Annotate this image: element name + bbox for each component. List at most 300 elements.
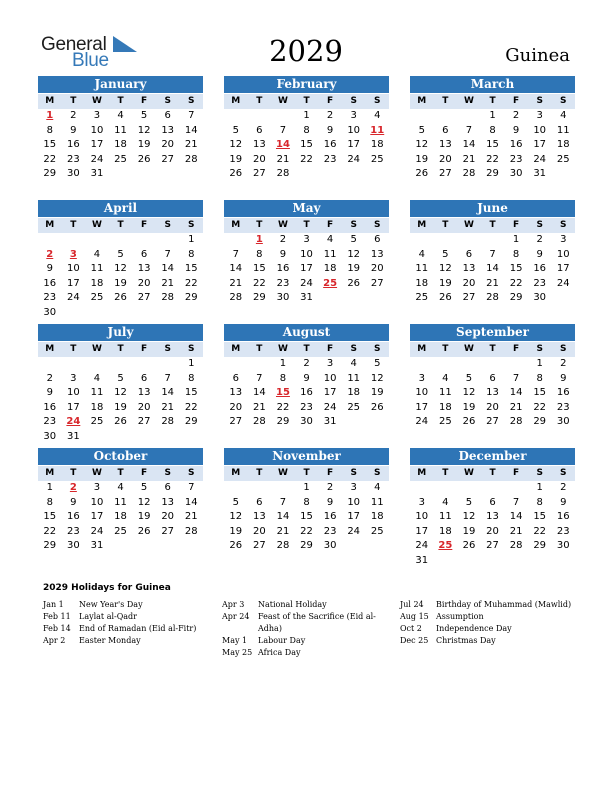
weekday-label: W	[91, 344, 102, 354]
day-cell: 10	[300, 248, 313, 260]
weekday-label: T	[256, 468, 263, 478]
day-cell: 30	[67, 168, 80, 180]
week-row	[224, 124, 389, 139]
holiday-day-cell: 11	[370, 124, 385, 136]
day-cell: 6	[232, 372, 239, 384]
day-cell: 16	[533, 263, 547, 275]
weekday-label: T	[303, 220, 310, 230]
day-cell: 22	[253, 277, 266, 289]
day-cell: 11	[114, 496, 127, 508]
empty-day-cell	[365, 167, 389, 182]
week-row	[224, 539, 389, 554]
day-cell: 23	[533, 277, 547, 289]
weekday-label: F	[327, 96, 334, 106]
holiday-day-cell: 2	[69, 482, 77, 493]
empty-day-cell	[248, 109, 272, 124]
week-row	[410, 167, 575, 182]
empty-day-cell	[318, 167, 342, 182]
day-cell: 8	[303, 124, 310, 136]
empty-day-cell	[109, 233, 133, 248]
empty-day-cell	[224, 357, 248, 372]
day-cell: 21	[229, 277, 243, 289]
day-cell: 3	[326, 358, 334, 369]
day-cell: 12	[114, 387, 127, 399]
weekday-label: T	[70, 344, 77, 354]
day-cell: 26	[229, 168, 243, 180]
weekday-label: T	[256, 96, 263, 106]
day-cell: 31	[67, 430, 80, 442]
day-cell: 14	[161, 263, 175, 275]
holiday-item	[222, 611, 397, 635]
empty-day-cell	[410, 233, 434, 248]
day-cell: 15	[533, 387, 547, 399]
day-cell: 19	[347, 263, 361, 275]
weekday-header	[410, 218, 575, 233]
day-cell: 23	[43, 416, 57, 428]
weekday-label: S	[350, 468, 357, 478]
day-cell: 26	[462, 540, 476, 552]
day-cell: 16	[509, 139, 523, 151]
day-cell: 12	[229, 139, 243, 151]
day-cell: 11	[556, 124, 570, 136]
day-cell: 14	[184, 124, 198, 136]
day-cell: 9	[303, 372, 310, 384]
day-cell: 2	[303, 358, 310, 369]
week-row	[224, 262, 389, 277]
week-row	[38, 109, 203, 124]
day-cell: 28	[509, 540, 523, 552]
week-row	[224, 233, 389, 248]
logo-text-blue: Blue	[72, 50, 109, 71]
day-cell: 29	[509, 292, 523, 304]
weekday-label: T	[489, 220, 496, 230]
country-name: Guinea	[505, 45, 570, 66]
day-cell: 3	[350, 482, 357, 493]
holiday-name: Laylat al-Qadr	[79, 612, 137, 621]
day-cell: 2	[560, 358, 567, 369]
empty-day-cell	[156, 357, 180, 372]
day-cell: 16	[556, 511, 570, 523]
day-cell: 22	[486, 153, 499, 165]
day-cell: 27	[137, 416, 151, 428]
day-cell: 10	[90, 124, 104, 136]
holiday-date: Aug 15	[400, 612, 429, 621]
empty-day-cell	[342, 291, 366, 306]
weekday-label: M	[417, 220, 427, 230]
week-row	[38, 496, 203, 511]
week-row	[224, 372, 389, 387]
empty-day-cell	[109, 539, 133, 554]
week-row	[38, 233, 203, 248]
day-cell: 13	[370, 248, 384, 260]
day-cell: 7	[232, 248, 239, 260]
weekday-label: T	[442, 220, 449, 230]
weekday-label: S	[374, 344, 381, 354]
day-cell: 30	[276, 292, 290, 304]
weekday-label: T	[70, 220, 77, 230]
day-cell: 27	[137, 292, 151, 304]
weekday-label: S	[536, 468, 543, 478]
day-cell: 7	[279, 124, 287, 136]
weekday-label: S	[560, 220, 567, 230]
day-cell: 19	[114, 277, 127, 289]
day-cell: 8	[303, 496, 310, 508]
empty-day-cell	[481, 233, 505, 248]
week-row	[410, 233, 575, 248]
day-cell: 25	[90, 416, 104, 428]
day-cell: 6	[256, 496, 263, 508]
day-cell: 8	[256, 248, 263, 260]
holiday-item	[222, 635, 397, 647]
day-cell: 14	[462, 139, 476, 151]
day-cell: 9	[512, 124, 520, 136]
week-row	[38, 262, 203, 277]
day-cell: 3	[560, 234, 567, 245]
day-cell: 8	[536, 372, 543, 384]
day-cell: 28	[276, 540, 290, 552]
day-cell: 11	[347, 372, 361, 384]
holiday-day-cell: 15	[275, 387, 290, 399]
empty-day-cell	[504, 554, 528, 569]
day-cell: 23	[323, 525, 337, 537]
weekday-label: S	[536, 344, 543, 354]
day-cell: 1	[536, 482, 543, 493]
day-cell: 28	[161, 416, 175, 428]
day-cell: 24	[347, 153, 361, 165]
holiday-name: National Holiday	[258, 600, 327, 609]
empty-day-cell	[551, 167, 575, 182]
day-cell: 7	[465, 124, 473, 136]
holiday-date: Feb 14	[43, 624, 71, 633]
day-cell: 7	[164, 372, 171, 384]
holiday-date: Jan 1	[43, 600, 64, 609]
day-cell: 8	[46, 124, 53, 136]
holiday-date: Dec 25	[400, 636, 429, 645]
empty-day-cell	[271, 109, 295, 124]
weekday-label: T	[489, 344, 496, 354]
day-cell: 12	[137, 496, 151, 508]
week-row	[224, 153, 389, 168]
week-row	[38, 386, 203, 401]
day-cell: 4	[374, 110, 381, 121]
empty-day-cell	[156, 306, 180, 321]
day-cell: 18	[114, 511, 127, 523]
day-cell: 21	[161, 401, 175, 413]
empty-day-cell	[318, 291, 342, 306]
week-row	[410, 539, 575, 554]
day-cell: 20	[439, 153, 452, 165]
empty-day-cell	[109, 430, 133, 445]
day-cell: 20	[370, 263, 384, 275]
day-cell: 11	[370, 496, 384, 508]
day-cell: 15	[43, 139, 57, 151]
day-cell: 18	[556, 139, 570, 151]
day-cell: 13	[462, 263, 476, 275]
empty-day-cell	[224, 109, 248, 124]
day-cell: 22	[533, 401, 547, 413]
day-cell: 12	[439, 263, 452, 275]
day-cell: 27	[161, 153, 175, 165]
holiday-date: Jul 24	[400, 600, 424, 609]
day-cell: 12	[462, 387, 476, 399]
day-cell: 24	[300, 277, 313, 289]
empty-day-cell	[224, 233, 248, 248]
day-cell: 26	[137, 153, 151, 165]
day-cell: 23	[67, 525, 80, 537]
week-row	[38, 153, 203, 168]
holiday-date: Apr 2	[43, 636, 66, 645]
day-cell: 1	[512, 234, 520, 245]
day-cell: 30	[509, 168, 523, 180]
empty-day-cell	[342, 539, 366, 554]
weekday-label: W	[277, 468, 288, 478]
day-cell: 16	[43, 401, 57, 413]
day-cell: 27	[161, 525, 175, 537]
empty-day-cell	[481, 481, 505, 496]
day-cell: 5	[232, 496, 239, 508]
weekday-header	[38, 94, 203, 109]
day-cell: 8	[279, 372, 287, 384]
day-cell: 10	[415, 387, 429, 399]
day-cell: 3	[93, 110, 101, 121]
day-cell: 5	[442, 248, 449, 260]
day-cell: 10	[347, 496, 361, 508]
day-cell: 6	[489, 496, 496, 508]
day-cell: 2	[326, 482, 334, 493]
day-cell: 14	[184, 496, 198, 508]
day-cell: 16	[67, 139, 80, 151]
day-cell: 5	[374, 358, 381, 369]
day-cell: 6	[164, 110, 171, 121]
empty-day-cell	[410, 481, 434, 496]
holiday-name: Birthday of Muhammad (Mawlid)	[436, 600, 572, 609]
month-june	[410, 200, 575, 306]
day-cell: 3	[70, 372, 77, 384]
day-cell: 1	[489, 110, 496, 121]
empty-day-cell	[179, 539, 203, 554]
holiday-column	[43, 599, 218, 647]
day-cell: 20	[253, 153, 266, 165]
empty-day-cell	[224, 481, 248, 496]
weekday-label: F	[141, 468, 148, 478]
day-cell: 25	[556, 153, 570, 165]
day-cell: 15	[184, 263, 198, 275]
day-cell: 5	[465, 372, 473, 384]
weekday-label: S	[560, 468, 567, 478]
day-cell: 14	[486, 263, 499, 275]
weekday-label: S	[560, 344, 567, 354]
day-cell: 31	[90, 168, 104, 180]
weekday-header	[38, 342, 203, 357]
weekday-label: F	[513, 344, 520, 354]
day-cell: 20	[486, 525, 499, 537]
weekday-label: T	[303, 468, 310, 478]
day-cell: 29	[486, 168, 499, 180]
weekday-label: T	[489, 96, 496, 106]
day-cell: 20	[161, 511, 175, 523]
week-row	[224, 386, 389, 401]
day-cell: 2	[46, 372, 53, 384]
holiday-day-cell: 2	[46, 248, 54, 260]
day-cell: 7	[164, 248, 171, 260]
weekday-label: S	[374, 468, 381, 478]
weekday-label: T	[442, 468, 449, 478]
day-cell: 3	[303, 234, 310, 245]
day-cell: 2	[326, 110, 334, 121]
week-row	[410, 138, 575, 153]
weekday-header	[224, 218, 389, 233]
day-cell: 29	[276, 416, 290, 428]
day-cell: 12	[462, 511, 476, 523]
holiday-name: Christmas Day	[436, 636, 496, 645]
week-row	[224, 415, 389, 430]
day-cell: 10	[90, 496, 104, 508]
empty-day-cell	[109, 306, 133, 321]
day-cell: 13	[486, 387, 499, 399]
month-title: November	[224, 448, 389, 465]
empty-day-cell	[295, 167, 319, 182]
month-title: December	[410, 448, 575, 465]
day-cell: 18	[439, 525, 452, 537]
day-cell: 2	[560, 482, 567, 493]
day-cell: 14	[229, 263, 243, 275]
day-cell: 21	[161, 277, 175, 289]
holiday-name: End of Ramadan (Eid al-Fitr)	[79, 624, 197, 633]
day-cell: 27	[253, 168, 266, 180]
day-cell: 14	[161, 387, 175, 399]
week-row	[224, 496, 389, 511]
day-cell: 16	[323, 139, 337, 151]
day-cell: 11	[415, 263, 429, 275]
weekday-header	[410, 94, 575, 109]
week-row	[410, 372, 575, 387]
week-row	[410, 496, 575, 511]
day-cell: 28	[184, 153, 198, 165]
day-cell: 16	[276, 263, 290, 275]
holiday-date: May 1	[222, 636, 248, 645]
day-cell: 17	[90, 511, 104, 523]
month-may	[224, 200, 389, 306]
day-cell: 25	[370, 153, 384, 165]
day-cell: 15	[184, 387, 198, 399]
day-cell: 5	[140, 110, 148, 121]
day-cell: 14	[509, 511, 523, 523]
day-cell: 17	[67, 277, 80, 289]
week-row	[410, 401, 575, 416]
day-cell: 5	[117, 372, 124, 384]
day-cell: 23	[67, 153, 80, 165]
day-cell: 17	[347, 511, 361, 523]
weekday-label: S	[188, 220, 195, 230]
day-cell: 29	[533, 416, 547, 428]
week-row	[38, 525, 203, 540]
holiday-item	[43, 599, 218, 611]
weekday-label: S	[374, 220, 381, 230]
week-row	[410, 525, 575, 540]
empty-day-cell	[434, 233, 458, 248]
day-cell: 11	[114, 124, 127, 136]
day-cell: 12	[415, 139, 429, 151]
empty-day-cell	[156, 167, 180, 182]
empty-day-cell	[156, 430, 180, 445]
week-row	[38, 167, 203, 182]
day-cell: 11	[323, 248, 337, 260]
holiday-item	[400, 623, 575, 635]
weekday-label: M	[45, 468, 55, 478]
weekday-label: S	[188, 344, 195, 354]
weekday-label: T	[70, 96, 77, 106]
weekday-label: S	[374, 96, 381, 106]
empty-day-cell	[248, 357, 272, 372]
holiday-column	[222, 599, 397, 659]
empty-day-cell	[504, 481, 528, 496]
day-cell: 28	[486, 292, 499, 304]
day-cell: 15	[253, 263, 266, 275]
day-cell: 26	[137, 525, 151, 537]
empty-day-cell	[85, 233, 109, 248]
day-cell: 3	[418, 372, 425, 384]
week-row	[410, 357, 575, 372]
weekday-label: T	[303, 344, 310, 354]
day-cell: 7	[489, 248, 496, 260]
day-cell: 30	[556, 416, 570, 428]
empty-day-cell	[132, 233, 156, 248]
day-cell: 5	[418, 124, 425, 136]
day-cell: 31	[300, 292, 313, 304]
weekday-label: S	[350, 344, 357, 354]
day-cell: 3	[350, 110, 357, 121]
day-cell: 28	[462, 168, 476, 180]
day-cell: 14	[253, 387, 266, 399]
day-cell: 12	[229, 511, 243, 523]
holiday-day-cell: 1	[255, 234, 263, 245]
holiday-item	[222, 647, 397, 659]
day-cell: 4	[418, 248, 425, 260]
week-row	[410, 262, 575, 277]
day-cell: 7	[256, 372, 263, 384]
day-cell: 26	[370, 401, 384, 413]
empty-day-cell	[179, 430, 203, 445]
day-cell: 9	[46, 387, 53, 399]
week-row	[38, 357, 203, 372]
empty-day-cell	[365, 415, 389, 430]
day-cell: 17	[90, 139, 104, 151]
day-cell: 14	[276, 511, 290, 523]
holiday-item	[222, 599, 397, 611]
day-cell: 16	[556, 387, 570, 399]
empty-day-cell	[62, 233, 86, 248]
day-cell: 18	[370, 139, 384, 151]
day-cell: 1	[188, 358, 195, 369]
day-cell: 20	[229, 401, 243, 413]
weekday-label: T	[256, 220, 263, 230]
day-cell: 29	[43, 168, 57, 180]
month-december	[410, 448, 575, 569]
day-cell: 15	[43, 511, 57, 523]
weekday-label: S	[164, 96, 171, 106]
day-cell: 4	[93, 248, 101, 260]
day-cell: 7	[279, 496, 287, 508]
month-title: January	[38, 76, 203, 93]
day-cell: 8	[188, 372, 195, 384]
day-cell: 6	[256, 124, 263, 136]
week-row	[38, 430, 203, 445]
day-cell: 19	[370, 387, 384, 399]
day-cell: 1	[536, 358, 543, 369]
day-cell: 30	[556, 540, 570, 552]
day-cell: 7	[512, 496, 520, 508]
day-cell: 27	[462, 292, 476, 304]
